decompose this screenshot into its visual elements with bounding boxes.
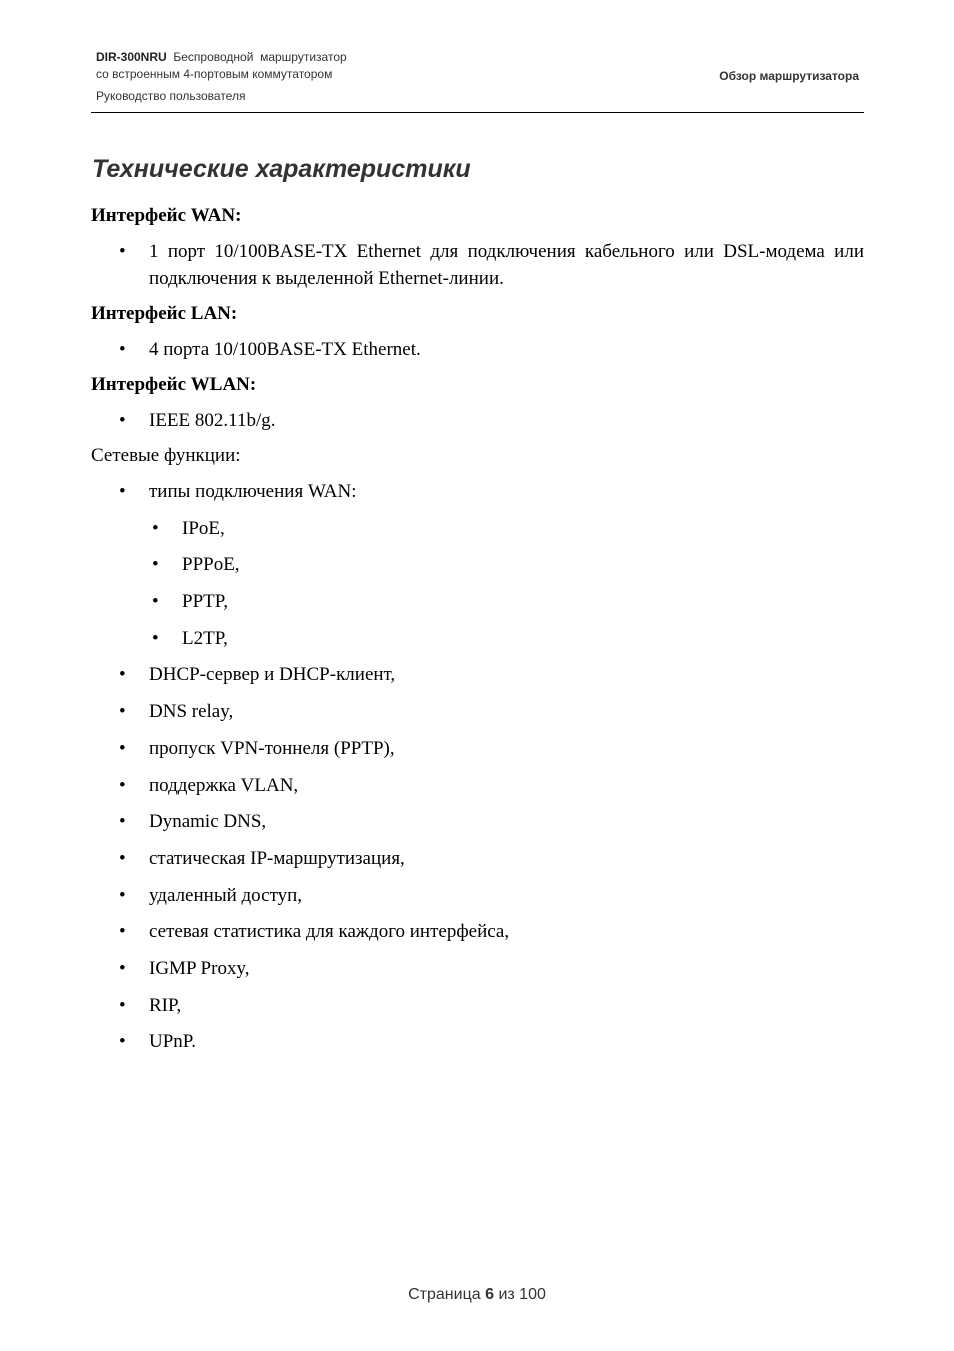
bullet: • [119, 241, 126, 262]
list-item: • IPoE, [91, 515, 864, 542]
wan-heading: Интерфейс WAN: [91, 205, 242, 226]
bullet: • [119, 737, 126, 759]
list-item: • RIP, [91, 992, 864, 1019]
list-item: • 1 порт 10/100BASE-TX Ethernet для подключения кабельного или DSL-модема или подключения к выделенной Ethernet-линии. [91, 238, 864, 292]
header-product: Беспроводной маршрутизатор [173, 50, 347, 64]
list-item: • PPTP, [91, 588, 864, 615]
bullet: • [119, 957, 126, 979]
header-line-2: со встроенным 4-портовым коммутатором [96, 67, 333, 81]
bullet: • [119, 701, 126, 723]
page-title: Технические характеристики [92, 155, 471, 183]
list-item: • UPnP. [91, 1028, 864, 1055]
header-model: DIR-300NRU [96, 50, 167, 64]
page-number: 6 [485, 1286, 494, 1303]
list-item: • DNS relay, [91, 698, 864, 725]
bullet: • [152, 627, 159, 649]
bullet: • [119, 664, 126, 686]
network-features-list [91, 661, 864, 1055]
bullet: • [119, 1031, 126, 1053]
bullet: • [119, 774, 126, 796]
wan-list [91, 238, 864, 292]
list-item: • DHCP-сервер и DHCP-клиент, [91, 661, 864, 688]
page-total: 100 [519, 1286, 546, 1303]
bullet: • [152, 591, 159, 613]
bullet: • [152, 517, 159, 539]
wlan-list [91, 407, 864, 434]
header-line-3: Руководство пользователя [96, 89, 246, 103]
list-item: • типы подключения WAN: [91, 478, 864, 505]
document-body [91, 202, 864, 1065]
lan-list [91, 336, 864, 363]
bullet: • [119, 847, 126, 869]
list-item: • IEEE 802.11b/g. [91, 407, 864, 434]
list-item: • 4 порта 10/100BASE-TX Ethernet. [91, 336, 864, 363]
list-item: • PPPoE, [91, 551, 864, 578]
list-item: • поддержка VLAN, [91, 772, 864, 799]
footer-prefix: Страница [408, 1286, 481, 1303]
footer-middle: из [498, 1286, 515, 1303]
bullet: • [119, 339, 126, 360]
page-footer [0, 1286, 954, 1304]
network-heading: Сетевые функции: [91, 445, 241, 466]
header-divider [91, 112, 864, 113]
header-line-1 [96, 49, 347, 66]
wlan-heading: Интерфейс WLAN: [91, 374, 257, 395]
bullet: • [119, 811, 126, 833]
list-item: • сетевая статистика для каждого интерфейса, [91, 918, 864, 945]
bullet: • [119, 884, 126, 906]
lan-heading: Интерфейс LAN: [91, 303, 238, 324]
bullet: • [119, 921, 126, 943]
list-item: • пропуск VPN-тоннеля (PPTP), [91, 735, 864, 762]
bullet: • [119, 410, 126, 431]
list-item: • Dynamic DNS, [91, 808, 864, 835]
bullet: • [152, 554, 159, 576]
list-item: • статическая IP-маршрутизация, [91, 845, 864, 872]
bullet: • [119, 994, 126, 1016]
page-header [96, 49, 347, 105]
bullet: • [119, 481, 126, 502]
list-item: • L2TP, [91, 625, 864, 652]
wan-types-list [91, 515, 864, 652]
list-item: • IGMP Proxy, [91, 955, 864, 982]
list-item: • удаленный доступ, [91, 882, 864, 909]
network-list [91, 478, 864, 505]
header-section-title: Обзор маршрутизатора [719, 69, 859, 83]
